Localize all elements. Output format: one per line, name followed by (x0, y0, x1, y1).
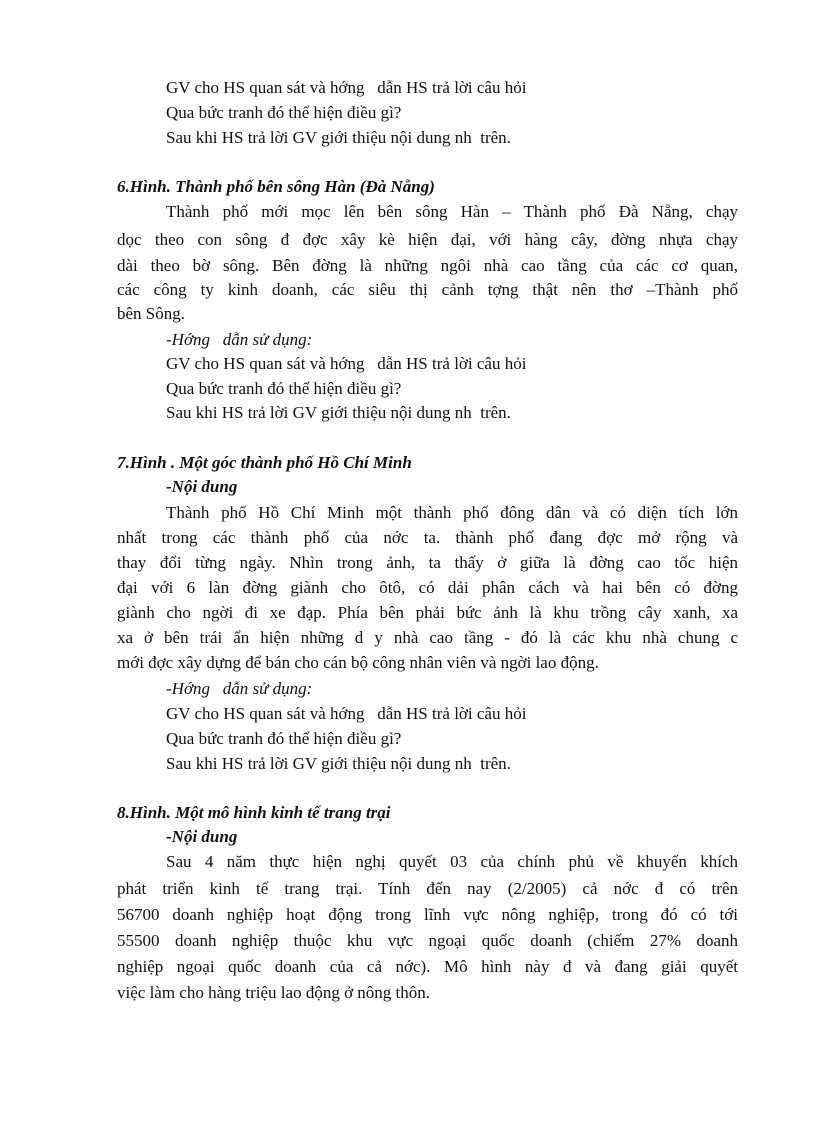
section-8-paragraph-line: 55500 doanh nghiệp thuộc khu vực ngoại quốc doanh (chiếm 27% doanh (117, 931, 738, 950)
section-7-paragraph-line: giành cho ngời đi xe đạp. Phía bên phải bức ảnh là khu trồng cây xanh, xa (117, 603, 738, 622)
section-6-paragraph-line: các công ty kinh doanh, các siêu thị cảnh tợng thật nên thơ –Thành phố (117, 280, 738, 299)
section-8-paragraph-line: 56700 doanh nghiệp hoạt động trong lĩnh vực nông nghiệp, trong đó có tới (117, 905, 738, 924)
guide-line-3: Sau khi HS trả lời GV giới thiệu nội dung nh trên. (166, 128, 511, 147)
section-7-guide-label: -Hớng dẫn sử dụng: (166, 679, 313, 698)
section-8-content-label: -Nội dung (166, 827, 238, 846)
section-7-guide-line-3: Sau khi HS trả lời GV giới thiệu nội dung nh trên. (166, 754, 511, 773)
section-6-guide-label: -Hớng dẫn sử dụng: (166, 330, 313, 349)
section-7-heading: 7.Hình . Một góc thành phố Hồ Chí Minh (117, 453, 412, 472)
section-8-heading: 8.Hình. Một mô hình kinh tế trang trại (117, 803, 391, 822)
section-6-guide-line-3: Sau khi HS trả lời GV giới thiệu nội dung nh trên. (166, 403, 511, 422)
section-6-paragraph-line: dài theo bờ sông. Bên đờng là những ngôi nhà cao tầng của các cơ quan, (117, 256, 738, 275)
section-8-paragraph-line: Sau 4 năm thực hiện nghị quyết 03 của chính phủ về khuyến khích (166, 852, 738, 871)
section-7-guide-line-2: Qua bức tranh đó thể hiện điều gì? (166, 729, 402, 748)
section-7-paragraph-line: xa ở bên trái ẩn hiện những d y nhà cao tầng - đó là các khu nhà chung c (117, 628, 738, 647)
section-8-paragraph-line: phát triển kinh tế trang trại. Tính đến nay (2/2005) cả nớc đ có trên (117, 879, 738, 898)
guide-line-2: Qua bức tranh đó thể hiện điều gì? (166, 103, 402, 122)
section-7-guide-line-1: GV cho HS quan sát và hớng dẫn HS trả lời câu hỏi (166, 704, 527, 723)
section-7-paragraph-line: thay đổi từng ngày. Nhìn trong ảnh, ta thấy ở giữa là đờng cao tốc hiện (117, 553, 738, 572)
section-6-paragraph-line: Thành phố mới mọc lên bên sông Hàn – Thành phố Đà Nẵng, chạy (166, 202, 738, 221)
section-7-content-label: -Nội dung (166, 477, 238, 496)
section-7-paragraph-line: nhất trong các thành phố của nớc ta. thành phố đang đợc mở rộng và (117, 528, 738, 547)
section-6-paragraph-line: bên Sông. (117, 304, 185, 323)
section-6-heading: 6.Hình. Thành phố bên sông Hàn (Đà Nẵng) (117, 177, 435, 196)
guide-line-1: GV cho HS quan sát và hớng dẫn HS trả lời câu hỏi (166, 78, 527, 97)
section-8-paragraph-line: việc làm cho hàng triệu lao động ở nông thôn. (117, 983, 431, 1002)
section-6-paragraph-line: dọc theo con sông đ đợc xây kè hiện đại, với hàng cây, đờng nhựa chạy (117, 230, 738, 249)
section-7-paragraph-line: mới đợc xây dựng để bán cho cán bộ công nhân viên và ngời lao động. (117, 653, 599, 672)
section-8-paragraph-line: nghiệp ngoại quốc doanh của cả nớc). Mô hình này đ và đang giải quyết (117, 957, 738, 976)
section-7-paragraph-line: đại với 6 làn đờng giành cho ôtô, có dải phân cách và hai bên có đờng (117, 578, 738, 597)
section-6-guide-line-1: GV cho HS quan sát và hớng dẫn HS trả lời câu hỏi (166, 354, 527, 373)
section-7-paragraph-line: Thành phố Hồ Chí Minh một thành phố đông dân và có diện tích lớn (166, 503, 738, 522)
section-6-guide-line-2: Qua bức tranh đó thể hiện điều gì? (166, 379, 402, 398)
